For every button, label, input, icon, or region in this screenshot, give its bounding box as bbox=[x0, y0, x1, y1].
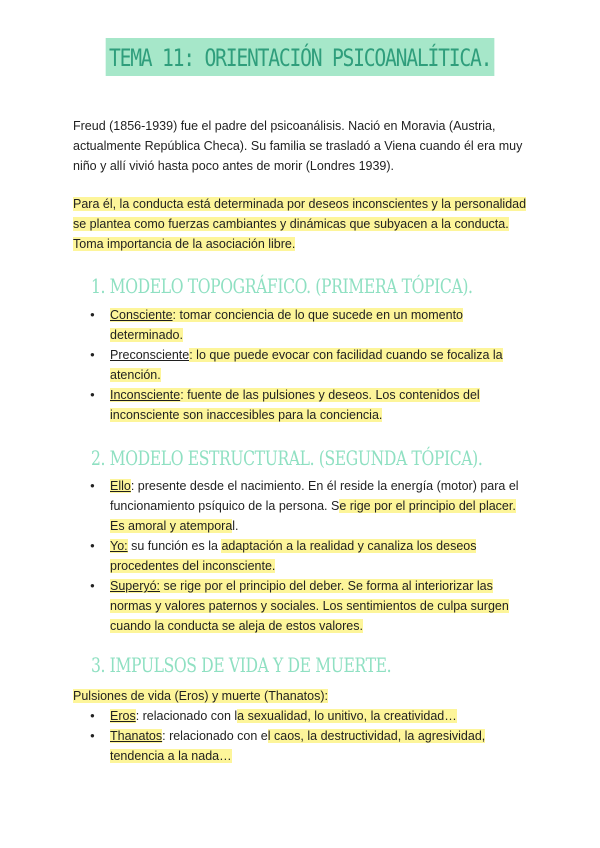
term-eros: Eros bbox=[110, 709, 136, 723]
section3-heading: 3. IMPULSOS DE VIDA Y DE MUERTE. bbox=[91, 653, 392, 677]
section3-list bbox=[90, 706, 530, 766]
section1-list bbox=[90, 305, 530, 425]
thesis-line: Para él, la conducta está determinada por deseos inconscientes y la personalidad bbox=[73, 197, 527, 211]
list-item bbox=[90, 385, 530, 425]
section1-heading: 1. MODELO TOPOGRÁFICO. (PRIMERA TÓPICA). bbox=[91, 274, 473, 298]
section2-list bbox=[90, 476, 530, 636]
section3-subtitle bbox=[73, 686, 328, 706]
thesis-line: se plantea como fuerzas cambiantes y dinámicas que subyacen a la conducta. bbox=[73, 217, 509, 231]
intro-line: actualmente República Checa). Su familia se trasladó a Viena cuando él era muy bbox=[73, 139, 523, 153]
intro-line: niño y allí vivió hasta poco antes de morir (Londres 1939). bbox=[73, 159, 395, 173]
intro-line: Freud (1856-1939) fue el padre del psicoanálisis. Nació en Moravia (Austria, bbox=[73, 119, 496, 133]
section2-heading: 2. MODELO ESTRUCTURAL. (SEGUNDA TÓPICA). bbox=[91, 446, 483, 470]
item-text: su función es la bbox=[127, 539, 222, 553]
item-text: : relacionado con e bbox=[162, 729, 268, 743]
item-text: l caos, la destructividad, la agresividad, tendencia a la nada… bbox=[110, 729, 486, 763]
item-text: e rige por el principio del placer. Es amoral y atempora bbox=[110, 499, 516, 533]
item-text: l. bbox=[232, 519, 239, 533]
list-item bbox=[90, 726, 530, 766]
list-item bbox=[90, 536, 530, 576]
term-preconsciente: Preconsciente bbox=[110, 348, 190, 362]
term-yo: Yo: bbox=[110, 539, 128, 553]
page-title: TEMA 11: ORIENTACIÓN PSICOANALÍTICA. bbox=[106, 38, 495, 76]
thesis-line: Toma importancia de la asociación libre. bbox=[73, 237, 296, 251]
list-item bbox=[90, 576, 530, 636]
term-thanatos: Thanatos bbox=[110, 729, 163, 743]
term-inconsciente: Inconsciente bbox=[110, 388, 181, 402]
item-text: : presente desde el nacimiento. En él reside la energía (motor) para el funcionamiento psíquico de la persona. S bbox=[110, 479, 519, 513]
term-ello: Ello bbox=[110, 479, 131, 493]
intro-paragraph bbox=[73, 116, 533, 176]
list-item bbox=[90, 305, 530, 345]
item-text: a sexualidad, lo unitivo, la creatividad… bbox=[237, 709, 457, 723]
title-wrapper bbox=[0, 38, 600, 76]
item-text: se rige por el principio del deber. Se forma al interiorizar las normas y valores paternos y sociales. Los sentimientos de culpa surgen cuando la conducta se aleja de estos valores. bbox=[110, 579, 509, 633]
list-item bbox=[90, 476, 530, 536]
item-text: : tomar conciencia de lo que sucede en un momento determinado. bbox=[110, 308, 464, 342]
item-text: : relacionado con l bbox=[135, 709, 238, 723]
list-item bbox=[90, 345, 530, 385]
list-item bbox=[90, 706, 530, 726]
term-superyo: Superyó: bbox=[110, 579, 161, 593]
thesis-paragraph bbox=[73, 194, 533, 254]
item-text: : lo que puede evocar con facilidad cuando se focaliza la atención. bbox=[110, 348, 503, 382]
subtitle-text: Pulsiones de vida (Eros) y muerte (Thanatos): bbox=[73, 689, 328, 703]
item-text: adaptación a la realidad y canaliza los deseos procedentes del inconsciente. bbox=[110, 539, 477, 573]
item-text: : fuente de las pulsiones y deseos. Los contenidos del inconsciente son inaccesibles para la conciencia. bbox=[110, 388, 480, 422]
term-consciente: Consciente bbox=[110, 308, 173, 322]
